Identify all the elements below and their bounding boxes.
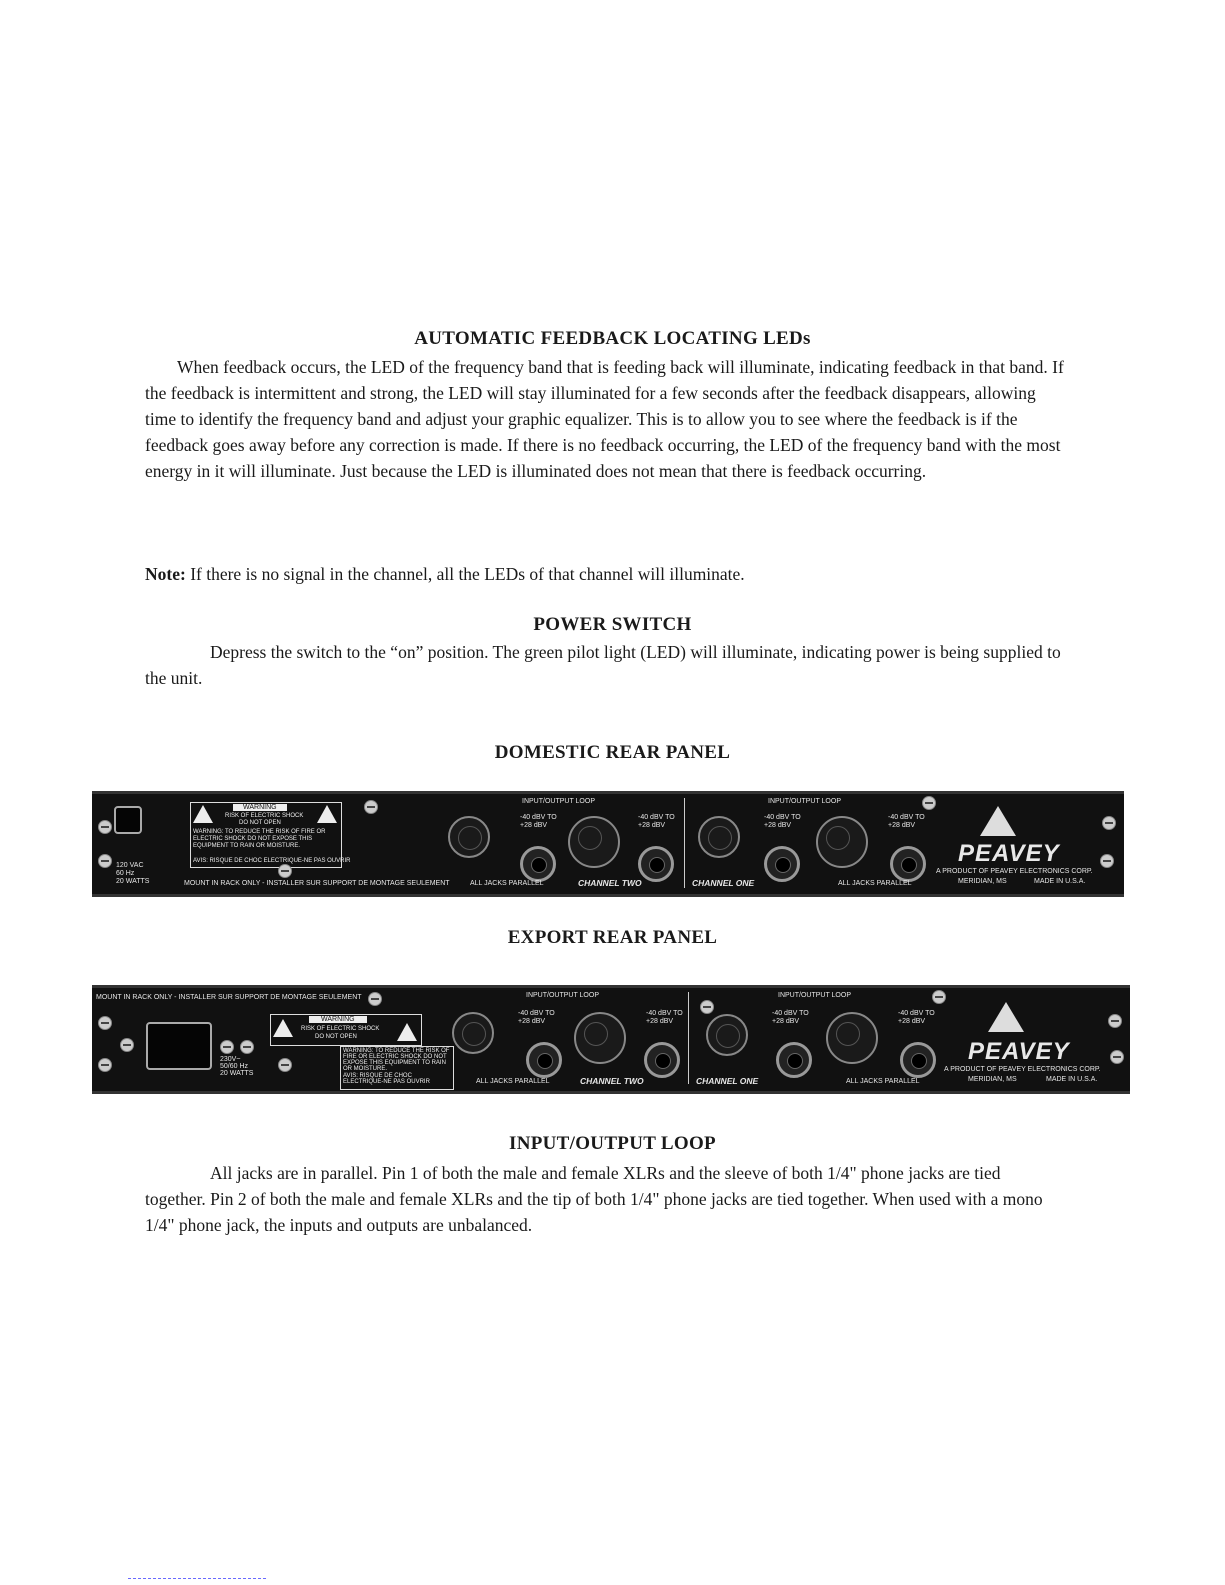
warning-triangle-icon [273,1019,293,1037]
phone-jack [900,1042,936,1078]
brand-logo: PEAVEY [968,1038,1070,1065]
screw-icon [98,1058,112,1072]
xlr-female-jack [574,1012,626,1064]
power-rating: 120 VAC 60 Hz 20 WATTS [116,862,150,885]
level-spec: -40 dBV TO +28 dBV [898,1010,935,1025]
made-in-text: MADE IN U.S.A. [1046,1076,1098,1083]
afl-body: When feedback occurs, the LED of the frequency band that is feeding back will illuminate, indicating feedback in that band. If the feedback is intermittent and strong, the LED will stay illuminated for a few seconds after the feedback disappears, allowing time to identify the frequency band and adjust your graphic equalizer. This is to allow you to see where the feedback is if the feedback goes away before any correction is made. If there is no feedback occurring, the LED of the frequency band with the most energy in it will illuminate. Just because the LED is illuminated does not mean that there is feedback occurring. [145,357,1064,481]
warning-label: WARNING RISK OF ELECTRIC SHOCK DO NOT OPEN WARNING: TO REDUCE THE RISK OF FIRE OR ELECTRIC SHOCK DO NOT EXPOSE THIS EQUIPMENT TO RAIN OR MOISTURE. AVIS: RISQUE DE CHOC ELECTRIQUE-NE PAS OUVRIR [190,802,342,868]
channel-divider [684,798,685,888]
export-rear-panel-image [92,985,1130,1094]
phone-jack [638,846,674,882]
screw-icon [700,1000,714,1014]
screw-icon [98,1016,112,1030]
xlr-female-jack [826,1012,878,1064]
loop-label: INPUT/OUTPUT LOOP [526,992,599,999]
io-paragraph [145,1160,1065,1238]
city-text: MERIDIAN, MS [968,1076,1017,1083]
afl-heading: AUTOMATIC FEEDBACK LOCATING LEDs [414,328,811,349]
screw-icon [1108,1014,1122,1028]
level-spec: -40 dBV TO +28 dBV [772,1010,809,1025]
xlr-male-jack [698,816,740,858]
afl-note [145,561,1065,587]
domestic-heading: DOMESTIC REAR PANEL [494,742,731,763]
level-spec: -40 dBV TO +28 dBV [638,814,675,829]
level-spec: -40 dBV TO +28 dBV [520,814,557,829]
screw-icon [120,1038,134,1052]
mount-text: MOUNT IN RACK ONLY - INSTALLER SUR SUPPORT DE MONTAGE SEULEMENT [96,994,362,1001]
power-heading: POWER SWITCH [533,614,692,635]
channel-two-label: CHANNEL TWO [578,878,642,888]
warning-text-box: WARNING: TO REDUCE THE RISK OF FIRE OR ELECTRIC SHOCK DO NOT EXPOSE THIS EQUIPMENT TO RAIN OR MOISTURE. AVIS: RISQUE DE CHOC ELECTRIQUE-NE PAS OUVRIR [340,1046,454,1090]
screw-icon [1100,854,1114,868]
screw-icon [98,854,112,868]
warning-triangle-icon [193,805,213,823]
parallel-label: ALL JACKS PARALLEL [838,880,912,887]
power-body: Depress the switch to the “on” position. The green pilot light (LED) will illuminate, indicating power is being supplied to the unit. [145,642,1061,688]
channel-one-label: CHANNEL ONE [696,1076,759,1086]
io-heading: INPUT/OUTPUT LOOP [509,1133,716,1154]
export-heading: EXPORT REAR PANEL [507,927,718,948]
channel-two-label: CHANNEL TWO [580,1076,644,1086]
loop-label: INPUT/OUTPUT LOOP [522,798,595,805]
city-text: MERIDIAN, MS [958,878,1007,885]
loop-label: INPUT/OUTPUT LOOP [778,992,851,999]
warning-label: WARNING RISK OF ELECTRIC SHOCK DO NOT OPEN [270,1014,422,1046]
parallel-label: ALL JACKS PARALLEL [470,880,544,887]
screw-icon [922,796,936,810]
level-spec: -40 dBV TO +28 dBV [764,814,801,829]
brand-logo: PEAVEY [958,840,1060,867]
loop-label: INPUT/OUTPUT LOOP [768,798,841,805]
xlr-female-jack [568,816,620,868]
xlr-male-jack [706,1014,748,1056]
screw-icon [240,1040,254,1054]
screw-icon [1102,816,1116,830]
parallel-label: ALL JACKS PARALLEL [846,1078,920,1085]
level-spec: -40 dBV TO +28 dBV [518,1010,555,1025]
phone-jack [890,846,926,882]
screw-icon [932,990,946,1004]
made-in-text: MADE IN U.S.A. [1034,878,1086,885]
screw-icon [278,1058,292,1072]
power-rating: 230V~ 50/60 Hz 20 WATTS [220,1056,254,1077]
warning-triangle-icon [397,1023,417,1041]
phone-jack [776,1042,812,1078]
footer-rule [128,1578,266,1579]
screw-icon [368,992,382,1006]
screw-icon [98,820,112,834]
channel-divider [688,992,689,1084]
iec-inlet-icon [146,1022,212,1070]
note-text: If there is no signal in the channel, all the LEDs of that channel will illuminate. [185,564,745,584]
level-spec: -40 dBV TO +28 dBV [646,1010,683,1025]
note-label: Note: [145,564,186,584]
mount-text: MOUNT IN RACK ONLY - INSTALLER SUR SUPPORT DE MONTAGE SEULEMENT [184,880,450,887]
peavey-logo-icon [980,806,1016,836]
xlr-male-jack [452,1012,494,1054]
phone-jack [764,846,800,882]
xlr-male-jack [448,816,490,858]
phone-jack [644,1042,680,1078]
power-paragraph [145,639,1065,691]
screw-icon [220,1040,234,1054]
product-of-text: A PRODUCT OF PEAVEY ELECTRONICS CORP. [936,868,1093,875]
peavey-logo-icon [988,1002,1024,1032]
screw-icon [1110,1050,1124,1064]
parallel-label: ALL JACKS PARALLEL [476,1078,550,1085]
afl-paragraph [145,354,1065,484]
level-spec: -40 dBV TO +28 dBV [888,814,925,829]
channel-one-label: CHANNEL ONE [692,878,755,888]
product-of-text: A PRODUCT OF PEAVEY ELECTRONICS CORP. [944,1066,1101,1073]
power-cord-icon [114,806,142,834]
screw-icon [364,800,378,814]
screw-icon [278,864,292,878]
xlr-female-jack [816,816,868,868]
io-body: All jacks are in parallel. Pin 1 of both the male and female XLRs and the sleeve of both 1/4" phone jacks are tied together. Pin 2 of both the male and female XLRs and the tip of both 1/4" phone jacks are tied together. When used with a mono 1/4" phone jack, the inputs and outputs are unbalanced. [145,1163,1043,1235]
phone-jack [520,846,556,882]
warning-triangle-icon [317,805,337,823]
phone-jack [526,1042,562,1078]
domestic-rear-panel-image [92,791,1124,897]
